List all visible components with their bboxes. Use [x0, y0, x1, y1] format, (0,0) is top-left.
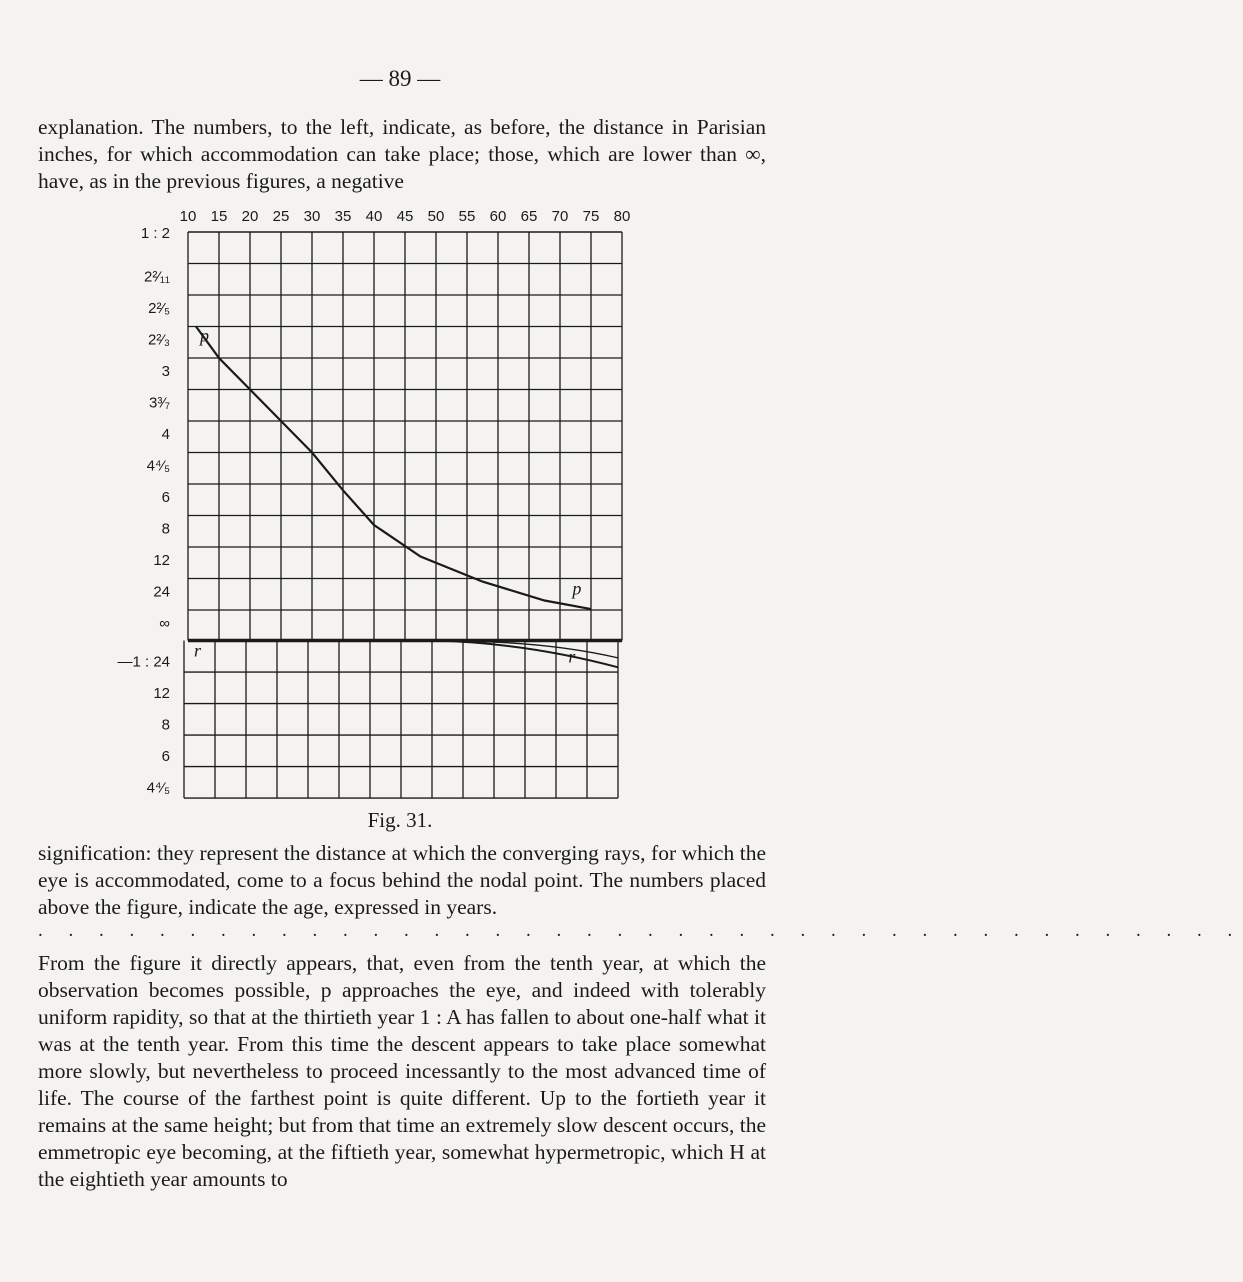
row-label-lower: —1 : 24 [117, 653, 170, 671]
near-point-label: p [200, 325, 209, 346]
ellipsis-dots: . . . . . . . . . . . . . . . . . . . . . . . . . . . . . . . . . . . . . . . . [38, 920, 1243, 941]
row-label: 3³⁄₇ [149, 394, 170, 412]
accommodation-figure [0, 0, 800, 800]
paragraph-discussion: From the figure it directly appears, that, even from the tenth year, at which the observation becomes possible, p approaches the eye, and indeed with tolerably uniform rapidity, so that at the thirtieth year 1 : A has fallen to about one-half what it was at the tenth year. From this time the descent appears to take place somewhat more slowly, but nevertheless to proceed incessantly to the most advanced time of life. The course of the farthest point is quite different. Up to the fortieth year it remains at the same height; but from that time an extremely slow descent occurs, the emmetropic eye becoming, at the fiftieth year, somewhat hypermetropic, which H at the eightieth year amounts to [38, 951, 766, 1191]
row-label: ∞ [159, 615, 170, 632]
row-label: 24 [153, 583, 170, 601]
row-label: 12 [153, 552, 170, 569]
age-tick-label: 75 [582, 208, 600, 225]
age-tick-label: 15 [210, 208, 228, 225]
age-tick-label: 35 [334, 208, 352, 225]
age-tick-label: 40 [365, 208, 383, 225]
figure-caption: Fig. 31. [367, 808, 433, 832]
figure-curves [196, 327, 618, 668]
row-label: 4 [161, 426, 170, 443]
row-label-lower: 12 [153, 685, 170, 703]
row-label: 2²⁄₅ [148, 300, 170, 317]
age-tick-label: 80 [613, 208, 631, 225]
row-label-lower: 8 [161, 716, 170, 734]
row-label-lower: 4⁴⁄₅ [146, 779, 170, 797]
age-tick-label: 20 [241, 208, 259, 225]
row-label: 6 [161, 489, 170, 506]
row-label: 2²⁄₁₁ [144, 268, 170, 286]
row-label: 3 [161, 363, 170, 380]
near-point-end-label: p [572, 578, 582, 599]
row-label: 2²⁄₃ [148, 331, 170, 349]
age-tick-label: 30 [303, 208, 321, 225]
row-label-lower: 6 [161, 748, 170, 766]
near-point-curve [196, 327, 591, 610]
age-tick-label: 55 [458, 208, 476, 225]
age-tick-label: 60 [489, 208, 507, 225]
age-tick-label: 10 [179, 208, 197, 225]
paragraph-intro: explanation. The numbers, to the left, indicate, as before, the distance in Parisian inches, for which accommodation can take place; those, which are lower than ∞, have, as in the previous figures, a negative [38, 115, 766, 193]
age-tick-label: 45 [396, 208, 414, 225]
row-label: 4⁴⁄₅ [146, 457, 170, 475]
age-tick-label: 65 [520, 208, 538, 225]
paragraph-signification: signification: they represent the distance at which the converging rays, for which the eye is accommodated, come to a focus behind the nodal point. The numbers placed above the figure, indicate the age, expressed in years. [38, 841, 766, 919]
age-tick-label: 70 [551, 208, 569, 225]
page-number: — 89 — [359, 66, 441, 91]
figure-grid [184, 232, 622, 798]
row-label: 1 : 2 [140, 225, 170, 242]
far-point-end-label: r [568, 646, 576, 667]
age-tick-label: 25 [272, 208, 290, 225]
row-label: 8 [161, 520, 170, 538]
age-tick-label: 50 [427, 208, 445, 225]
far-point-label: r [194, 640, 202, 661]
